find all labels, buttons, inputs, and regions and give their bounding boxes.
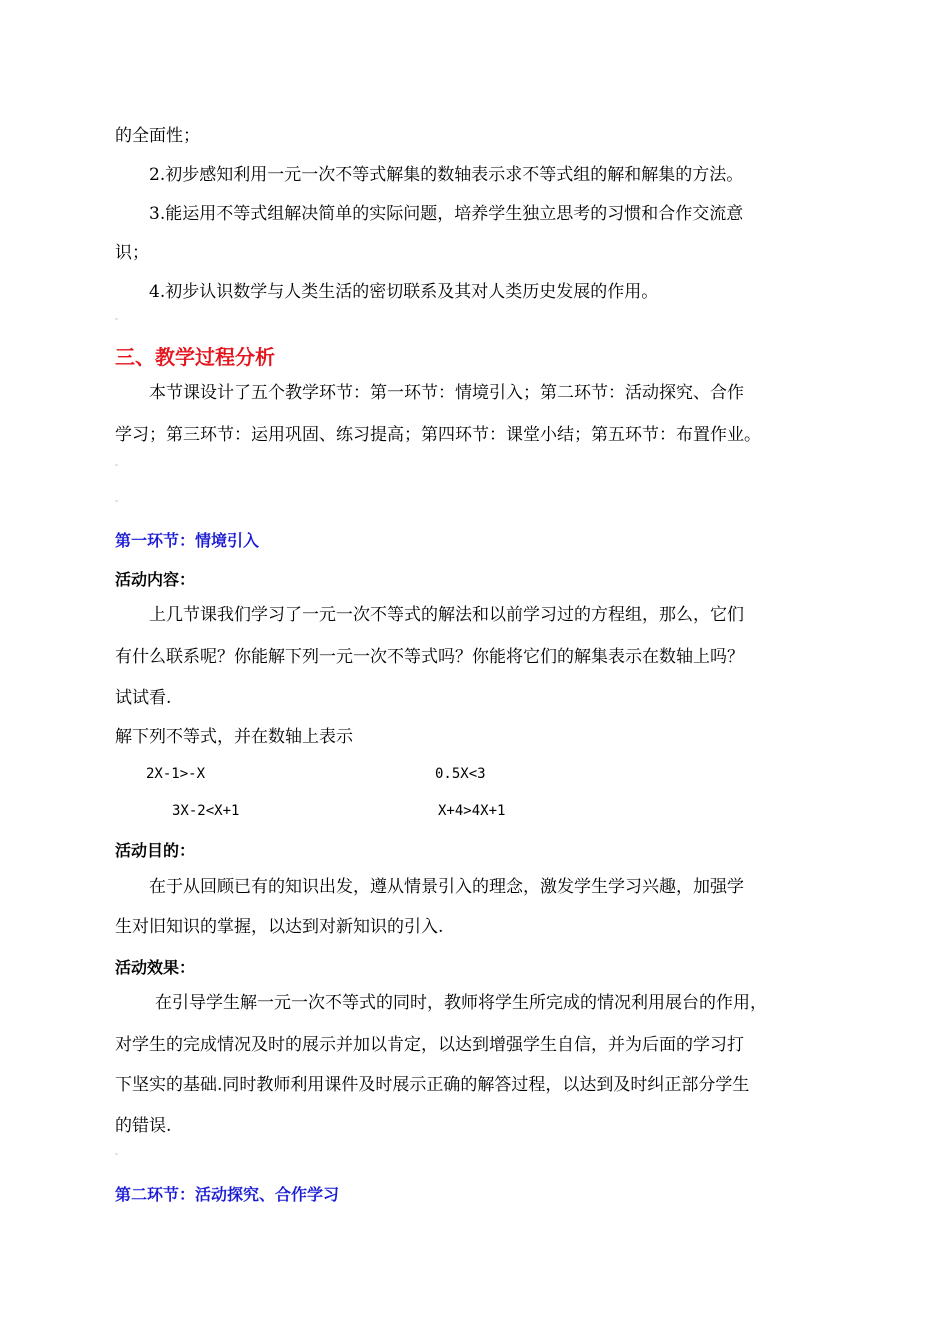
inequality-1: 2X-1>-X bbox=[146, 766, 206, 782]
inequality-3: 3X-2<X+1 bbox=[172, 803, 240, 819]
objective-continuation: 的全面性； bbox=[115, 126, 200, 146]
stage-2-heading: 第二环节：活动探究、合作学习 bbox=[115, 1185, 340, 1204]
activity-effect-label: 活动效果： bbox=[115, 958, 196, 977]
inequality-task: 解下列不等式，并在数轴上表示 bbox=[115, 727, 353, 747]
activity-content-label: 活动内容： bbox=[115, 570, 196, 589]
activity-effect-line-4: 的错误. bbox=[115, 1116, 172, 1136]
activity-content-line-2: 有什么联系呢？你能解下列一元一次不等式吗？你能将它们的解集表示在数轴上吗？ bbox=[115, 647, 744, 667]
paragraph-mark bbox=[115, 1153, 118, 1155]
objective-item-3-line-1: 3.能运用不等式组解决简单的实际问题，培养学生独立思考的习惯和合作交流意 bbox=[149, 204, 744, 224]
section-intro-line-1: 本节课设计了五个教学环节：第一环节：情境引入；第二环节：活动探究、合作 bbox=[149, 383, 744, 403]
activity-content-line-3: 试试看. bbox=[115, 688, 172, 708]
objective-item-2: 2.初步感知利用一元一次不等式解集的数轴表示求不等式组的解和解集的方法。 bbox=[149, 165, 744, 185]
inequality-2: 0.5X<3 bbox=[435, 766, 486, 782]
activity-effect-line-2: 对学生的完成情况及时的展示并加以肯定，以达到增强学生自信，并为后面的学习打 bbox=[115, 1035, 744, 1055]
objective-item-4: 4.初步认识数学与人类生活的密切联系及其对人类历史发展的作用。 bbox=[149, 282, 659, 302]
activity-purpose-label: 活动目的： bbox=[115, 841, 196, 860]
paragraph-mark bbox=[115, 500, 118, 502]
activity-purpose-line-2: 生对旧知识的掌握，以达到对新知识的引入. bbox=[115, 917, 444, 937]
section-intro-line-2: 学习；第三环节：运用巩固、练习提高；第四环节：课堂小结；第五环节：布置作业。 bbox=[115, 425, 761, 445]
paragraph-mark bbox=[115, 318, 118, 320]
activity-content-line-1: 上几节课我们学习了一元一次不等式的解法和以前学习过的方程组，那么，它们 bbox=[149, 605, 744, 625]
activity-effect-line-1: 在引导学生解一元一次不等式的同时，教师将学生所完成的情况利用展台的作用， bbox=[155, 993, 767, 1013]
document-page bbox=[115, 0, 845, 1344]
paragraph-mark bbox=[115, 464, 118, 466]
objective-item-3-line-2: 识； bbox=[115, 243, 149, 263]
inequality-4: X+4>4X+1 bbox=[438, 803, 506, 819]
activity-purpose-line-1: 在于从回顾已有的知识出发，遵从情景引入的理念，激发学生学习兴趣，加强学 bbox=[149, 877, 744, 897]
activity-effect-line-3: 下坚实的基础.同时教师利用课件及时展示正确的解答过程，以达到及时纠正部分学生 bbox=[115, 1075, 750, 1095]
stage-1-heading: 第一环节：情境引入 bbox=[115, 531, 260, 550]
section-heading-teaching-process: 三、教学过程分析 bbox=[115, 345, 275, 369]
